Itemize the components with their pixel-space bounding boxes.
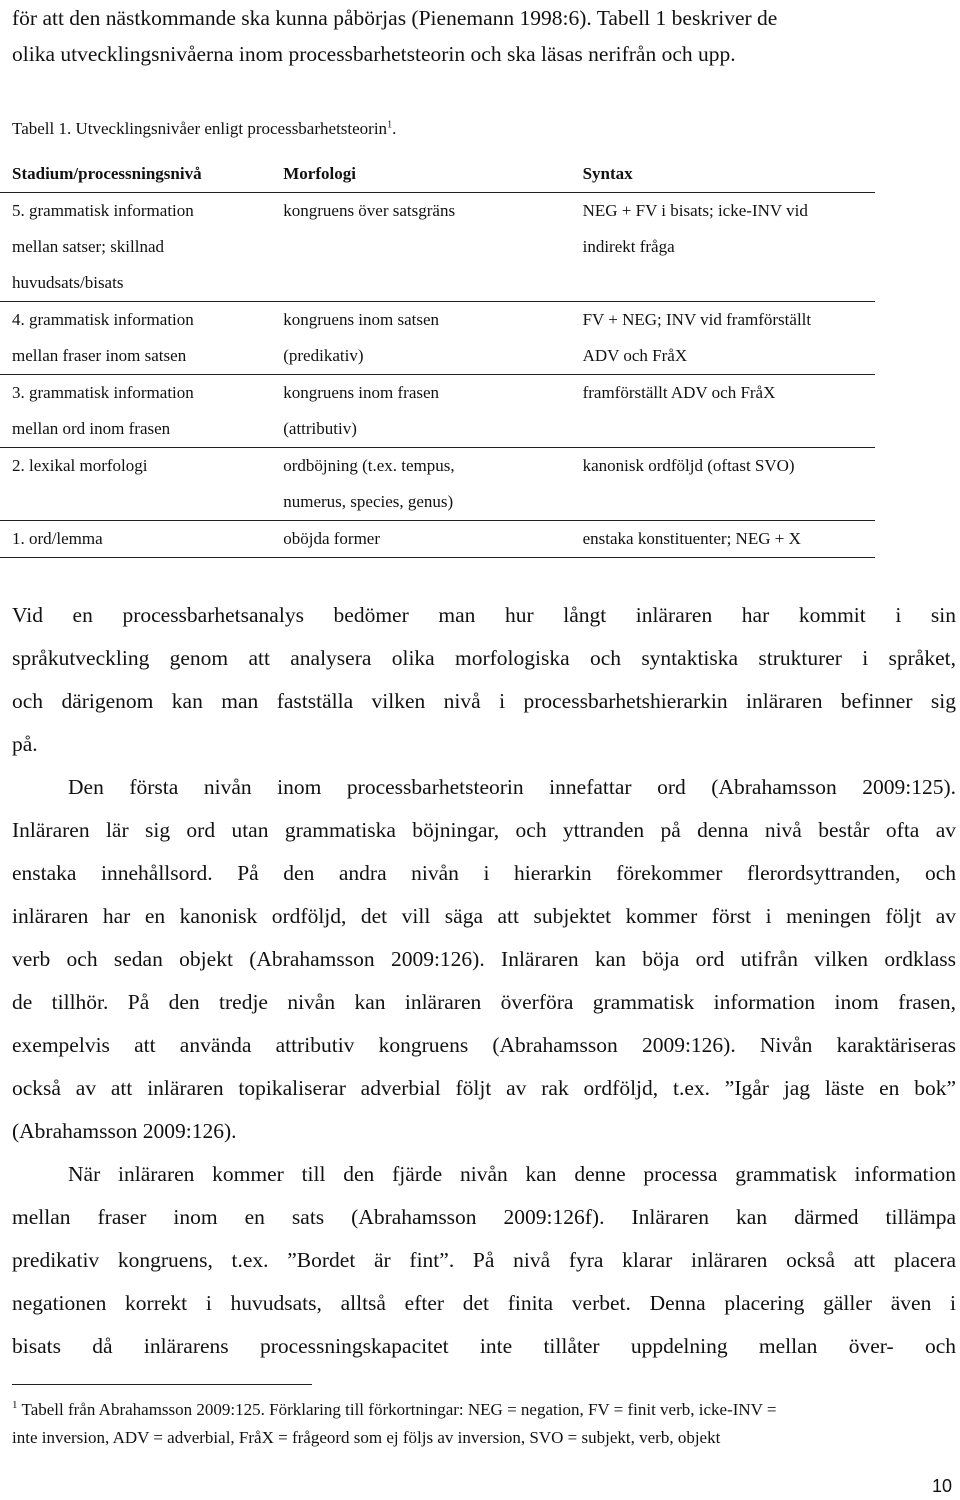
cell-line: 1. ord/lemma [12,529,103,548]
cell-syntax [571,448,875,521]
table-row [0,521,875,558]
column-header-syntax: Syntax [571,156,875,193]
cell-line: numerus, species, genus) [283,492,454,511]
table-row [0,448,875,521]
text-line: mellan fraser inom en sats (Abrahamsson 2009:126f). Inläraren kan därmed tillämpa [12,1205,956,1229]
processability-table [0,156,875,558]
cell-line: 5. grammatisk information [12,201,194,220]
text-line: exempelvis att använda attributiv kongruens (Abrahamsson 2009:126). Nivån karaktäriseras [12,1033,956,1057]
text-line: Inläraren lär sig ord utan grammatiska böjningar, och yttranden på denna nivå består ofta av [12,818,956,842]
text-line: inläraren har en kanonisk ordföljd, det vill säga att subjektet kommer först i meningen följt av [12,904,956,928]
cell-morphology [271,302,570,375]
text-line: Vid en processbarhetsanalys bedömer man hur långt inläraren har kommit i sin [12,603,956,627]
footnote-text: Tabell från Abrahamsson 2009:125. Förklaring till förkortningar: NEG = negation, FV = finit verb, icke-INV = [21,1400,777,1419]
cell-line: kanonisk ordföljd (oftast SVO) [582,456,795,475]
column-header-morphology: Morfologi [271,156,570,193]
cell-stage [0,302,271,375]
text-line: på. [12,732,38,756]
cell-morphology [271,448,570,521]
table-caption [12,118,396,140]
cell-line: mellan satser; skillnad [12,237,165,256]
text-line: och därigenom kan man fastställa vilken nivå i processbarhetshierarkin inläraren befinner sig [12,689,956,713]
text-line: de tillhör. På den tredje nivån kan inläraren överföra grammatisk information inom frasen, [12,990,956,1014]
cell-stage [0,375,271,448]
cell-line: ADV och FråX [582,346,688,365]
column-header-stage: Stadium/processningsnivå [0,156,271,193]
table-row [0,193,875,302]
text-line: bisats då inlärarens processningskapacitet inte tillåter uppdelning mellan över- och [12,1334,956,1358]
cell-line: 4. grammatisk information [12,310,194,329]
cell-line: (attributiv) [283,419,357,438]
page-number: 10 [931,1476,952,1496]
caption-text: Tabell 1. Utvecklingsnivåer enligt processbarhetsteorin [12,119,388,138]
footnote-separator [12,1384,312,1385]
cell-stage [0,193,271,302]
table-row [0,302,875,375]
cell-syntax [571,375,875,448]
caption-suffix: . [392,119,397,138]
body-text [12,594,956,1368]
text-line: för att den nästkommande ska kunna påbörjas (Pienemann 1998:6). Tabell 1 beskriver de [12,6,778,30]
cell-line: kongruens inom frasen [283,383,440,402]
footnote [12,1396,956,1452]
text-line: språkutveckling genom att analysera olika morfologiska och syntaktiska strukturer i språket, [12,646,956,670]
cell-line: 3. grammatisk information [12,383,194,402]
text-line: Den första nivån inom processbarhetsteorin innefattar ord (Abrahamsson 2009:125). [68,775,956,799]
cell-line: ordböjning (t.ex. tempus, [283,456,455,475]
cell-morphology [271,521,570,558]
text-line: också av att inläraren topikaliserar adverbial följt av rak ordföljd, t.ex. ”Igår jag läste en bok” [12,1076,956,1100]
cell-stage [0,521,271,558]
cell-line: (predikativ) [283,346,364,365]
text-line: negationen korrekt i huvudsats, alltså efter det finita verbet. Denna placering gäller även i [12,1291,956,1315]
footnote-marker: 1 [12,1399,18,1412]
cell-stage [0,448,271,521]
cell-line: oböjda former [283,529,381,548]
cell-line: mellan fraser inom satsen [12,346,187,365]
footnote-reference[interactable]: 1 [387,119,393,131]
cell-line: kongruens inom satsen [283,310,440,329]
cell-morphology [271,375,570,448]
cell-syntax [571,193,875,302]
cell-line: FV + NEG; INV vid framförställt [582,310,812,329]
text-line: olika utvecklingsnivåerna inom processbarhetsteorin och ska läsas nerifrån och upp. [12,42,736,66]
cell-syntax [571,521,875,558]
footnote-line: inte inversion, ADV = adverbial, FråX = frågeord som ej följs av inversion, SVO = subjekt, verb, objekt [12,1428,721,1447]
cell-line: framförställt ADV och FråX [582,383,776,402]
cell-morphology [271,193,570,302]
cell-line: kongruens över satsgräns [283,201,456,220]
cell-line: 2. lexikal morfologi [12,456,148,475]
cell-line: indirekt fråga [582,237,675,256]
table-body [0,193,875,558]
table-header-row [0,156,875,193]
cell-line: huvudsats/bisats [12,273,124,292]
cell-syntax [571,302,875,375]
text-line: predikativ kongruens, t.ex. ”Bordet är fint”. På nivå fyra klarar inläraren också att placera [12,1248,956,1272]
text-line: När inläraren kommer till den fjärde nivån kan denne processa grammatisk information [68,1162,956,1186]
cell-line: enstaka konstituenter; NEG + X [582,529,801,548]
text-line: (Abrahamsson 2009:126). [12,1119,237,1143]
text-line: verb och sedan objekt (Abrahamsson 2009:126). Inläraren kan böja ord utifrån vilken ordklass [12,947,956,971]
text-line: enstaka innehållsord. På den andra nivån i hierarkin förekommer flerordsyttranden, och [12,861,956,885]
intro-paragraph [12,0,956,72]
footnote-line [12,1396,956,1424]
cell-line: NEG + FV i bisats; icke-INV vid [582,201,808,220]
cell-line: mellan ord inom frasen [12,419,171,438]
table-row [0,375,875,448]
